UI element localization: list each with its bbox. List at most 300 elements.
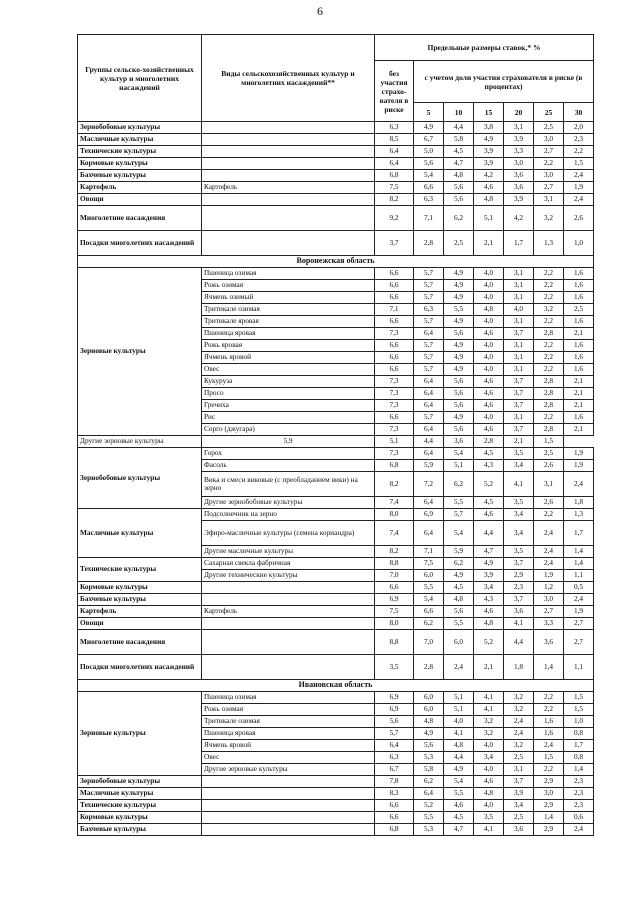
rate-share-cell: 2,7 [564,630,594,655]
rate-share-cell: 4,0 [504,304,534,316]
rate-share-cell: 6,4 [414,376,444,388]
rate-share-cell: 5,6 [414,158,444,170]
rate-share-cell: 7,1 [414,206,444,231]
rate-share-cell: 0,8 [564,728,594,740]
region-title: Ивановская область [78,680,594,692]
rate-share-cell: 4,8 [414,716,444,728]
kind-cell: Пшеница яровая [202,728,375,740]
rate-share-cell: 3,9 [504,194,534,206]
rate-share-cell: 5,1 [444,460,474,472]
rate-share-cell: 4,0 [474,316,504,328]
rate-no-share-cell: 7,3 [375,448,414,460]
rate-share-cell: 4,1 [474,824,504,836]
rate-share-cell: 1,6 [564,340,594,352]
group-cell: Технические культуры [78,146,202,158]
table-row [78,194,594,206]
kind-cell: Сорго (джугара) [202,424,375,436]
rate-share-cell: 5,6 [444,194,474,206]
kind-cell: Другие зерновые культуры [78,436,202,448]
rate-share-cell: 2,7 [564,618,594,630]
rate-no-share-cell: 6,3 [375,122,414,134]
rate-no-share-cell: 6,6 [375,364,414,376]
rate-share-cell: 2,8 [474,436,504,448]
kind-cell: Другие зернобобовые культуры [202,497,375,509]
table-row [78,448,594,460]
rate-share-cell: 3,1 [504,340,534,352]
rate-share-cell: 6,2 [444,472,474,497]
rate-share-cell: 6,6 [414,606,444,618]
table-row [78,630,594,655]
group-cell: Бахчевые культуры [78,824,202,836]
rate-no-share-cell: 8,8 [375,630,414,655]
rate-share-cell: 5,1 [375,436,414,448]
rate-share-cell: 4,6 [474,388,504,400]
rate-share-cell: 4,9 [444,570,474,582]
rate-share-cell: 3,9 [474,158,504,170]
rate-share-cell: 2,7 [534,146,564,158]
rate-share-cell: 6,4 [414,400,444,412]
table-row [78,509,594,521]
rate-share-cell: 2,2 [534,364,564,376]
rate-share-cell: 4,5 [444,582,474,594]
rate-share-cell: 6,4 [414,788,444,800]
rate-share-cell: 1,6 [564,280,594,292]
rate-share-cell: 2,5 [504,812,534,824]
rate-share-cell: 3,4 [504,521,534,546]
rate-share-cell: 2,9 [534,824,564,836]
rate-share-cell: 1,6 [564,364,594,376]
rate-share-cell: 5,6 [444,400,474,412]
rate-share-cell: 3,9 [474,570,504,582]
rate-share-cell: 4,0 [444,716,474,728]
rate-share-cell: 4,9 [444,340,474,352]
rate-no-share-cell: 7,3 [375,328,414,340]
rate-share-cell: 2,2 [534,268,564,280]
rate-share-cell: 4,9 [444,364,474,376]
kind-cell [202,134,375,146]
kind-cell: Подсолнечник на зерно [202,509,375,521]
rate-share-cell: 1,4 [564,558,594,570]
rate-share-cell: 4,0 [474,280,504,292]
rate-share-cell: 5,8 [444,134,474,146]
rate-share-cell: 3,6 [504,824,534,836]
rate-share-cell: 4,6 [474,400,504,412]
rate-share-cell: 6,4 [414,424,444,436]
rate-share-cell: 2,8 [534,328,564,340]
rate-share-cell: 1,6 [564,268,594,280]
rate-share-cell: 4,3 [474,594,504,606]
rate-share-cell: 2,2 [534,280,564,292]
rate-share-cell: 7,1 [414,546,444,558]
table-row [78,170,594,182]
kind-cell: Рожь озимая [202,704,375,716]
rate-share-cell: 2,8 [534,376,564,388]
kind-cell [202,618,375,630]
rate-share-cell: 5,4 [444,448,474,460]
kind-cell [202,146,375,158]
rate-share-cell: 3,0 [534,134,564,146]
rate-share-cell: 4,1 [504,472,534,497]
group-cell: Картофель [78,606,202,618]
rate-share-cell: 4,6 [474,509,504,521]
table-row [78,182,594,194]
rate-share-cell: 6,2 [444,206,474,231]
rate-share-cell: 1,1 [564,655,594,680]
region-row [78,680,594,692]
rate-share-cell: 5,2 [474,630,504,655]
rate-share-cell: 5,6 [444,606,474,618]
rate-share-cell: 4,6 [474,424,504,436]
kind-cell: Горох [202,448,375,460]
rate-share-cell: 2,2 [534,509,564,521]
header-share-25: 25 [534,103,564,122]
rate-share-cell: 1,3 [564,509,594,521]
rate-share-cell: 4,4 [444,752,474,764]
rate-share-cell: 3,3 [534,618,564,630]
rate-share-cell: 4,6 [474,182,504,194]
table-row [78,824,594,836]
rate-share-cell: 2,4 [564,170,594,182]
rate-share-cell: 7,5 [414,558,444,570]
rate-share-cell: 2,4 [504,728,534,740]
kind-cell: Ячмень озимый [202,292,375,304]
rate-no-share-cell: 7,3 [375,388,414,400]
kind-cell: Рожь яровая [202,340,375,352]
rate-share-cell: 2,5 [444,231,474,256]
rate-share-cell: 3,0 [534,788,564,800]
rate-share-cell: 2,4 [504,716,534,728]
rate-share-cell: 1,6 [534,728,564,740]
rate-no-share-cell: 8,2 [375,472,414,497]
rate-no-share-cell: 7,8 [375,776,414,788]
rate-share-cell: 5,9 [414,460,444,472]
rate-share-cell: 4,0 [474,364,504,376]
rate-no-share-cell: 6,8 [375,824,414,836]
header-share-5: 5 [414,103,444,122]
rate-share-cell: 2,4 [534,558,564,570]
rate-share-cell: 3,2 [504,704,534,716]
rate-share-cell: 2,4 [534,740,564,752]
kind-cell: Другие масличные культуры [202,546,375,558]
rate-share-cell: 6,7 [414,134,444,146]
rate-share-cell: 2,2 [534,764,564,776]
rate-share-cell: 4,3 [474,460,504,472]
rate-share-cell: 1,1 [564,570,594,582]
group-cell: Зерновые культуры [78,268,202,436]
rate-share-cell: 3,5 [504,497,534,509]
rate-share-cell: 2,5 [534,122,564,134]
rate-no-share-cell: 3,5 [375,655,414,680]
table-row [78,582,594,594]
group-cell: Масличные культуры [78,509,202,558]
group-cell: Зернобобовые культуры [78,122,202,134]
rate-share-cell: 1,9 [564,606,594,618]
rate-share-cell: 2,4 [564,472,594,497]
rate-share-cell: 2,6 [534,497,564,509]
rate-share-cell: 3,1 [504,280,534,292]
rate-no-share-cell: 6,3 [375,752,414,764]
rate-share-cell: 4,0 [474,740,504,752]
rate-share-cell: 2,2 [534,158,564,170]
rate-share-cell: 1,4 [564,764,594,776]
rate-share-cell: 3,1 [534,194,564,206]
rate-share-cell: 2,4 [564,824,594,836]
table-row [78,134,594,146]
rate-share-cell: 2,1 [504,436,534,448]
rate-share-cell: 2,6 [564,206,594,231]
rate-no-share-cell: 6,6 [375,800,414,812]
rate-share-cell: 4,6 [474,606,504,618]
rate-share-cell: 5,5 [444,618,474,630]
kind-cell [202,630,375,655]
rate-share-cell: 4,5 [474,497,504,509]
rate-share-cell: 1,6 [564,412,594,424]
rate-share-cell: 1,7 [504,231,534,256]
rate-share-cell: 1,6 [564,352,594,364]
rate-share-cell: 2,1 [564,400,594,412]
rate-share-cell: 4,7 [444,824,474,836]
rate-share-cell: 4,9 [474,558,504,570]
rate-share-cell: 4,8 [444,740,474,752]
rate-share-cell: 5,7 [414,340,444,352]
rate-share-cell: 4,9 [414,728,444,740]
rate-share-cell: 1,5 [534,752,564,764]
rate-share-cell: 4,0 [474,292,504,304]
rate-no-share-cell: 7,4 [375,497,414,509]
rate-share-cell: 2,4 [564,194,594,206]
rate-share-cell: 2,4 [534,521,564,546]
rate-share-cell: 4,8 [474,618,504,630]
rate-share-cell: 1,8 [564,497,594,509]
rate-share-cell: 4,8 [474,788,504,800]
rate-no-share-cell: 3,7 [375,231,414,256]
kind-cell: Тритикале озимая [202,716,375,728]
rate-share-cell: 3,5 [504,546,534,558]
table-row [78,812,594,824]
kind-cell [202,194,375,206]
rate-share-cell: 2,9 [534,776,564,788]
group-cell: Бахчевые культуры [78,170,202,182]
rate-share-cell: 2,2 [534,692,564,704]
rate-share-cell: 2,2 [534,704,564,716]
rate-share-cell: 5,1 [444,704,474,716]
rate-share-cell: 3,1 [504,268,534,280]
rate-share-cell: 1,5 [534,436,564,448]
rate-share-cell: 3,9 [474,146,504,158]
rate-share-cell: 5,7 [414,352,444,364]
group-cell: Кормовые культуры [78,582,202,594]
rate-no-share-cell: 6,6 [375,268,414,280]
header-share-15: 15 [474,103,504,122]
kind-cell: Тритикале яровая [202,316,375,328]
rate-share-cell: 4,8 [444,170,474,182]
group-cell: Технические культуры [78,558,202,582]
rate-share-cell: 7,2 [414,472,444,497]
rate-share-cell: 5,3 [414,752,444,764]
rate-share-cell: 4,9 [444,316,474,328]
rate-share-cell: 2,4 [444,655,474,680]
group-cell: Посадки многолетних насаждений [78,231,202,256]
rate-share-cell: 3,2 [534,304,564,316]
group-cell: Овощи [78,194,202,206]
rate-share-cell: 5,7 [444,509,474,521]
rate-share-cell: 2,1 [564,388,594,400]
rate-no-share-cell: 6,6 [375,582,414,594]
rate-share-cell: 2,1 [564,424,594,436]
header-share-20: 20 [504,103,534,122]
rate-share-cell: 1,2 [534,582,564,594]
group-cell: Овощи [78,618,202,630]
rate-share-cell: 3,2 [474,728,504,740]
rate-share-cell: 1,3 [534,231,564,256]
group-cell: Кормовые культуры [78,812,202,824]
rate-share-cell: 5,9 [444,546,474,558]
rate-share-cell: 3,6 [444,436,474,448]
rate-share-cell: 3,8 [474,122,504,134]
rate-share-cell: 5,7 [414,292,444,304]
rate-share-cell: 5,5 [414,582,444,594]
rate-share-cell: 1,8 [504,655,534,680]
rate-share-cell: 4,4 [504,630,534,655]
kind-cell: Пшеница озимая [202,268,375,280]
rate-share-cell: 3,7 [504,594,534,606]
rate-share-cell: 1,0 [564,231,594,256]
rate-share-cell: 3,6 [504,182,534,194]
rate-share-cell: 2,2 [534,292,564,304]
rate-share-cell: 3,1 [534,472,564,497]
rate-share-cell: 4,4 [444,122,474,134]
rate-share-cell: 3,7 [504,328,534,340]
rate-share-cell: 3,0 [534,170,564,182]
rate-share-cell: 3,5 [504,448,534,460]
rate-share-cell: 1,0 [564,716,594,728]
header-share-10: 10 [444,103,474,122]
rate-share-cell: 1,7 [564,521,594,546]
rate-share-cell: 6,0 [414,570,444,582]
rate-share-cell: 1,5 [564,704,594,716]
rate-no-share-cell: 6,6 [375,412,414,424]
rate-share-cell: 2,5 [564,304,594,316]
rate-share-cell: 3,4 [474,752,504,764]
rate-no-share-cell: 8,2 [375,546,414,558]
rate-share-cell: 6,0 [414,704,444,716]
rate-share-cell: 3,3 [504,146,534,158]
rate-no-share-cell: 6,7 [375,764,414,776]
rate-share-cell: 6,9 [414,509,444,521]
rate-share-cell: 3,1 [504,122,534,134]
rate-share-cell: 2,9 [504,570,534,582]
rate-share-cell: 7,0 [414,630,444,655]
group-cell: Технические культуры [78,800,202,812]
rate-share-cell: 4,0 [474,412,504,424]
kind-cell [202,800,375,812]
rate-share-cell: 5,6 [444,182,474,194]
rate-share-cell: 1,4 [534,812,564,824]
kind-cell [202,231,375,256]
rate-no-share-cell: 8,8 [375,558,414,570]
rate-share-cell: 3,1 [504,412,534,424]
kind-cell: Ячмень яровой [202,352,375,364]
rate-share-cell: 3,2 [534,206,564,231]
group-cell: Зернобобовые культуры [78,448,202,509]
header-groups: Группы сельско-хозяйственных культур и многолетних насаждений [78,35,202,122]
rate-no-share-cell: 7,1 [375,304,414,316]
rate-no-share-cell: 7,3 [375,400,414,412]
rate-share-cell: 3,1 [504,764,534,776]
region-title: Воронежская область [78,256,594,268]
rate-share-cell: 1,5 [564,692,594,704]
table-row [78,655,594,680]
rate-share-cell: 2,2 [534,316,564,328]
rate-share-cell: 4,8 [444,594,474,606]
rate-share-cell: 5,4 [414,594,444,606]
group-cell: Посадки многолетних насаждений [78,655,202,680]
header-kinds: Виды сельскохозяйственных культур и многолетних насаждений** [202,35,375,122]
rate-share-cell: 4,7 [474,546,504,558]
group-cell: Бахчевые культуры [78,594,202,606]
kind-cell [202,122,375,134]
rate-share-cell: 4,9 [444,268,474,280]
rate-share-cell: 3,1 [504,316,534,328]
rate-share-cell: 5,7 [414,280,444,292]
rate-share-cell: 3,6 [504,170,534,182]
rate-share-cell: 4,1 [474,692,504,704]
rate-share-cell: 2,3 [564,776,594,788]
rate-share-cell: 4,7 [444,158,474,170]
rate-share-cell: 5,5 [444,497,474,509]
kind-cell: Другие зерновые культуры [202,764,375,776]
table-row [78,594,594,606]
rate-share-cell: 3,4 [504,460,534,472]
rate-share-cell: 4,5 [474,448,504,460]
rate-share-cell: 5,7 [414,268,444,280]
rate-share-cell: 6,3 [414,194,444,206]
rate-share-cell: 5,4 [444,521,474,546]
kind-cell: Пшеница озимая [202,692,375,704]
kind-cell [202,776,375,788]
rate-share-cell: 2,4 [534,546,564,558]
table-row [78,800,594,812]
rate-share-cell: 6,4 [414,388,444,400]
rate-no-share-cell: 6,6 [375,316,414,328]
table-row [78,558,594,570]
rate-share-cell: 5,6 [414,740,444,752]
table-row [78,788,594,800]
rate-share-cell: 3,7 [504,388,534,400]
header-limits: Предельные размеры ставок,* % [375,35,594,61]
rate-share-cell: 5,5 [444,788,474,800]
kind-cell: Картофель [202,606,375,618]
rate-no-share-cell: 6,8 [375,170,414,182]
rate-no-share-cell: 6,9 [375,692,414,704]
group-cell: Масличные культуры [78,134,202,146]
header-share-30: 30 [564,103,594,122]
rate-share-cell: 5,7 [414,316,444,328]
rate-share-cell: 3,7 [504,424,534,436]
rate-share-cell: 1,4 [534,655,564,680]
rate-share-cell: 3,7 [504,400,534,412]
rate-share-cell: 2,8 [414,655,444,680]
rate-share-cell: 6,3 [414,304,444,316]
rate-share-cell: 5,6 [444,328,474,340]
rate-no-share-cell: 6,4 [375,158,414,170]
rate-share-cell: 2,2 [564,146,594,158]
rate-no-share-cell: 7,5 [375,182,414,194]
rate-share-cell: 1,9 [564,460,594,472]
rate-share-cell: 5,1 [474,206,504,231]
rate-share-cell: 2,8 [534,388,564,400]
rate-share-cell: 5,5 [444,304,474,316]
